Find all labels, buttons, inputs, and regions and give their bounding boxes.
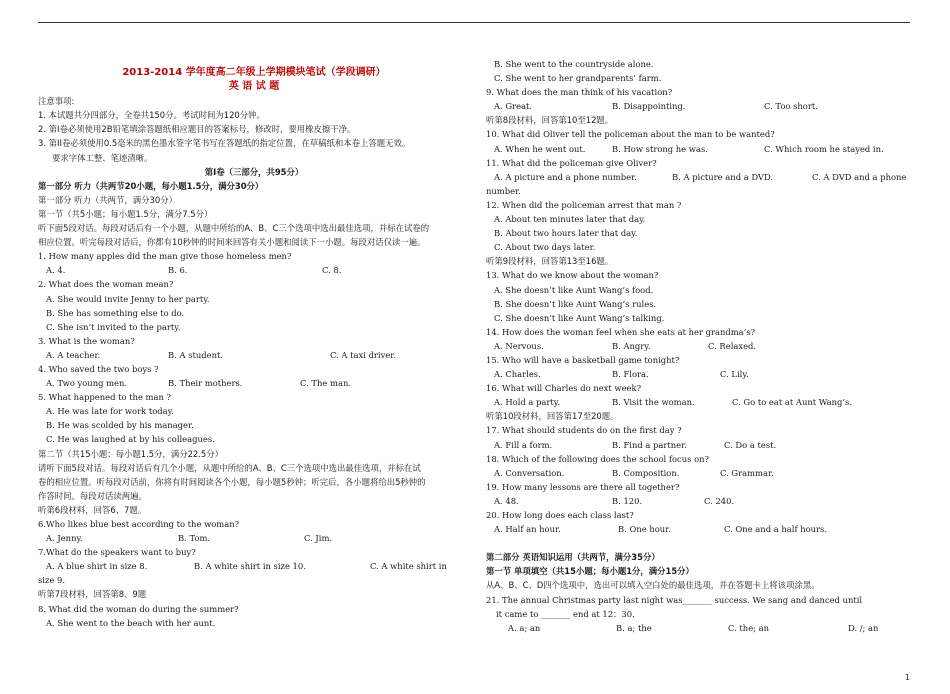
option-a: A. Hold a party. [494,397,561,408]
exam-title: 2013-2014 学年度高二年级上学期模块笔试（学段调研） [122,67,386,78]
option-b: B. A white shirt in size 10. [194,561,306,572]
question-stem: 15. Who will have a basketball game tonight? [486,354,680,365]
option-a: A. Great. [494,101,533,112]
option-a: A. About ten minutes later that day. [494,214,646,225]
option-c-cont: number. [486,185,521,196]
option-c: C. Which room he stayed in. [764,143,884,154]
option-c: C. Go to eat at Aunt Wang’s. [732,397,853,408]
option-c: C. A DVD and a phone [812,171,907,182]
question-stem: 16. What will Charles do next week? [486,383,642,394]
option-a: A. A blue shirt in size 8. [46,561,148,572]
sec1-instruction-cont: 相应位置。听完每段对话后，你都有10秒钟的时间来回答有关小题和阅读下一小题。每段对话仅读一遍。 [38,237,426,248]
option-d: D. /; an [848,622,879,633]
option-c: C. She isn’t invited to the party. [46,321,181,332]
option-a: A. She doesn’t like Aunt Wang’s food. [494,284,654,295]
question-stem: 8. What did the woman do during the summer? [38,603,239,614]
question-stem: 4. Who saved the two boys ? [38,363,159,374]
option-a: A. When he went out. [494,143,586,154]
option-c: C. 240. [704,495,735,506]
option-b: B. One hour. [618,524,671,535]
option-b: B. a; the [616,622,652,633]
option-c: C. Jim. [304,533,333,544]
question-stem: 2. What does the woman mean? [38,279,174,290]
sec2-instruction-cont2: 作答时间。每段对话读两遍。 [38,490,147,501]
page-number: 1 [904,673,910,682]
question-stem: 1. How many apples did the man give those homeless men? [38,251,292,262]
exam-subtitle: 英 语 试 题 [228,81,280,93]
question-stem: 18. Which of the following does the school focus on? [486,453,710,464]
material-9: 听第9段材料，回答第13至16题。 [486,256,614,267]
option-a: A. 48. [494,495,519,506]
option-c: C. Grammar. [720,467,774,478]
option-b: B. Disappointing. [612,101,686,112]
option-c: C. the; an [728,622,770,633]
option-a: A. She would invite Jenny to her party. [46,293,210,304]
option-c: C. Do a test. [724,439,777,450]
sec2-instruction: 请听下面5段对话。每段对话后有几个小题，从题中所给的A、B、C三个选项中选出最佳选项，并标在试 [38,462,421,473]
question-stem: 12. When did the policeman arrest that man ? [486,199,682,210]
option-b: B. 120. [612,495,643,506]
note-3: 3. 第II卷必须使用0.5毫米的黑色墨水签字笔书写在答题纸的指定位置，在草稿纸和本卷上答题无效。 [38,138,411,149]
note-3-cont: 要求字体工整、笔迹清晰。 [52,152,153,163]
option-c: C. She doesn’t like Aunt Wang’s talking. [494,312,665,323]
option-c: C. About two days later. [494,242,596,253]
option-b: B. Flora. [612,369,649,380]
option-c: C. He was laughed at by his colleagues. [46,434,215,445]
option-a: A. a; an [508,622,541,633]
part1-plain: 第一部分 听力（共两节，满分30分） [38,194,177,205]
option-b: B. Composition. [612,467,680,478]
sec2-heading: 第二节（共15小题；每小题1.5分，满分22.5分） [38,448,223,459]
option-a: A. Two young men. [46,378,128,389]
question-stem: 9. What does the man think of his vacation? [486,87,673,98]
option-a: A. A teacher. [46,349,101,360]
sec1-heading: 第一节（共5小题；每小题1.5分，满分7.5分） [38,208,213,219]
option-a: A. 4. [46,265,66,276]
option-a: A. Jenny. [46,533,83,544]
option-c: C. Too short. [764,101,818,112]
question-stem: 19. How many lessons are there all together? [486,481,680,492]
note-1: 1. 本试题共分四部分，全卷共150分。考试时间为120分钟。 [38,110,265,121]
material-10: 听第10段材料，回答第17至20题。 [486,411,619,422]
question-stem: 21. The annual Christmas party last night was_______ success. We sang and danced until [486,594,863,605]
option-c: C. A white shirt in [370,561,447,572]
option-b: B. Find a partner. [612,439,687,450]
question-stem: 5. What happened to the man ? [38,392,172,403]
option-c: C. 8. [322,265,342,276]
question-stem: 6.Who likes blue best according to the woman? [38,519,240,529]
question-stem: 13. What do we know about the woman? [486,270,659,281]
option-b: B. She has something else to do. [46,307,185,318]
notes-label: 注意事项: [38,96,75,107]
sec2-instruction-cont: 卷的相应位置。听每段对话前，你将有时间阅读各个小题，每小题5秒钟；听完后，各小题将给出5秒钟的 [38,476,426,487]
note-2: 2. 第Ⅰ卷必须使用2B铅笔填涂答题纸相应题目的答案标号，修改时，要用橡皮擦干净。 [38,124,356,135]
option-a: A. Conversation. [494,467,565,478]
option-b: B. She went to the countryside alone. [494,59,654,69]
option-b: B. Visit the woman. [612,397,695,408]
option-c: C. A taxi driver. [330,349,397,360]
option-b: B. How strong he was. [612,143,708,154]
option-b: B. She doesn’t like Aunt Wang’s rules. [494,298,657,309]
material-7: 听第7段材料，回答第8、9题 [38,589,147,600]
left-column [38,66,470,630]
right-column [486,57,914,635]
option-b: B. A picture and a DVD. [672,171,774,182]
spacer [486,536,914,550]
option-b: B. Tom. [178,533,211,544]
question-stem: 3. What is the woman? [38,335,135,346]
option-b: B. About two hours later that day. [494,228,638,239]
part2-instruction: 从A、B、C、D四个选项中，选出可以填入空白处的最佳选项，并在答题卡上将该项涂黑。 [486,580,820,591]
top-rule [38,22,910,23]
option-a: A. He was late for work today. [46,406,174,417]
part1-heading: 第一部分 听力（共两节20小题，每小题1.5分，满分30分） [38,180,264,191]
material-8: 听第8段材料，回答第10至12题。 [486,115,614,126]
question-stem: 14. How does the woman feel when she eats at her grandma’s? [486,326,756,337]
question-stem-cont: it came to _______ end at 12：30. [496,608,635,619]
option-a: A. She went to the beach with her aunt. [46,617,216,628]
question-stem: 7.What do the speakers want to buy? [38,547,196,558]
option-c: C. Relaxed. [708,340,757,351]
material-6: 听第6段材料，回答6、7题。 [38,504,147,515]
question-stem: 17. What should students do on the first day ? [486,425,682,436]
option-a: A. Half an hour. [494,524,561,535]
part2-heading: 第二部分 英语知识运用（共两节，满分35分） [486,552,660,563]
question-stem: 11. What did the policeman give Oliver? [486,157,657,168]
option-c: C. She went to her grandparents’ farm. [494,73,662,84]
option-a: A. Charles. [494,369,541,380]
sec1-instruction: 听下面5段对话。每段对话后有一个小题，从题中所给的A、B、C三个选项中选出最佳选项，并标在试卷的 [38,223,430,234]
option-a: A. A picture and a phone number. [494,171,637,182]
option-a: A. Nervous. [494,340,544,351]
option-b: B. Their mothers. [168,378,243,389]
question-stem: 10. What did Oliver tell the policeman about the man to be wanted? [486,129,775,140]
part2-sec1-heading: 第一节 单项填空（共15小题；每小题1分，满分15分） [486,566,694,577]
option-b: B. Angry. [612,340,651,351]
option-a: A. Fill a form. [494,439,553,450]
option-c: C. Lily. [720,369,749,380]
question-stem: 20. How long does each class last? [486,510,634,520]
option-c: C. The man. [300,378,352,389]
option-b: B. A student. [168,349,223,360]
option-c: C. One and a half hours. [724,524,827,535]
option-b: B. 6. [168,265,188,276]
option-b: B. He was scolded by his manager. [46,420,194,431]
volume-heading: 第Ⅰ卷（三部分，共95分） [204,166,304,177]
option-c-cont: size 9. [38,575,65,586]
